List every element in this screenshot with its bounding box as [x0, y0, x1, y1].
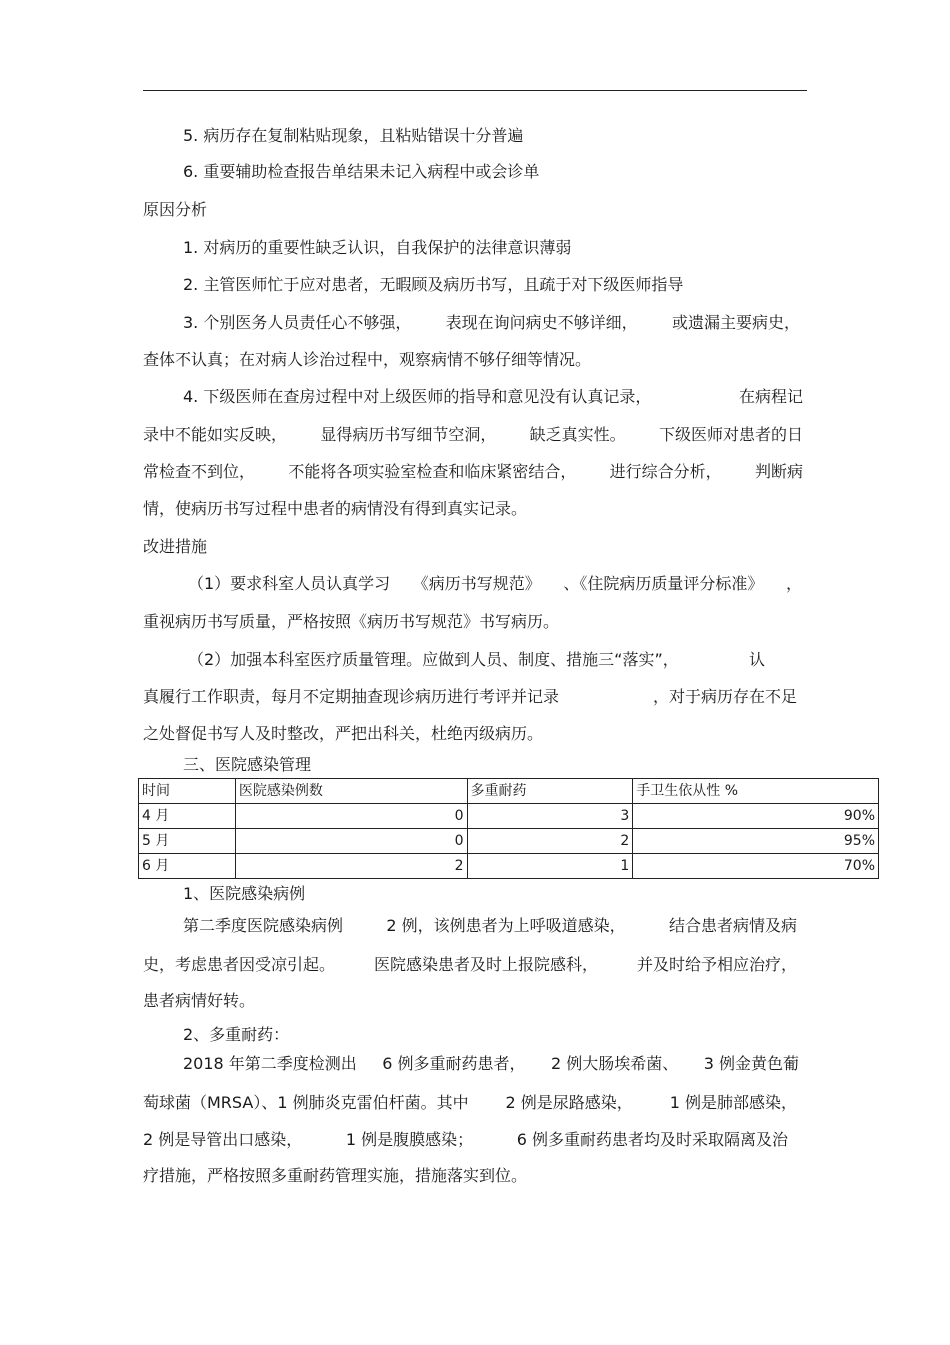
table-cell-mdr-count: 1 — [467, 854, 633, 879]
cause-item-4-line-3: 常检查不到位， 不能将各项实验室检查和临床紧密结合， 进行综合分析， 判断病 — [143, 462, 803, 481]
section-1-line-3: 患者病情好转。 — [143, 991, 256, 1010]
section-2-heading: 2、多重耐药： — [183, 1025, 290, 1044]
cause-item-3-line-2: 查体不认真；在对病人诊治过程中，观察病情不够仔细等情况。 — [143, 350, 592, 369]
measure-2-line-2: 真履行工作职责，每月不定期抽查现诊病历进行考评并记录 ，对于病历存在不足 — [143, 687, 797, 706]
section-1-heading: 1、医院感染病例 — [183, 884, 306, 903]
cause-item-2: 2. 主管医师忙于应对患者，无暇顾及病历书写，且疏于对下级医师指导 — [183, 275, 684, 294]
table-cell-infection-count: 0 — [235, 829, 467, 854]
infection-stats-table — [138, 778, 879, 879]
table-cell-month: 6 月 — [139, 854, 236, 879]
table-cell-hand-hygiene: 95% — [633, 829, 879, 854]
table-cell-infection-count: 2 — [235, 854, 467, 879]
measure-1-line-2: 重视病历书写质量，严格按照《病历书写规范》书写病历。 — [143, 612, 560, 631]
measure-2-line-1: （2）加强本科室医疗质量管理。应做到人员、制度、措施三“落实”， 认 — [188, 650, 765, 669]
table-header-row — [139, 779, 879, 804]
table-header-cell: 多重耐药 — [467, 779, 633, 804]
table-row — [139, 854, 879, 879]
infection-management-heading: 三、医院感染管理 — [183, 755, 312, 774]
table-row — [139, 804, 879, 829]
table-cell-hand-hygiene: 70% — [633, 854, 879, 879]
table-cell-month: 4 月 — [139, 804, 236, 829]
problem-item-5: 5. 病历存在复制粘贴现象，且粘贴错误十分普遍 — [183, 126, 524, 145]
problem-item-6: 6. 重要辅助检查报告单结果未记入病程中或会诊单 — [183, 162, 540, 181]
table-header-cell: 手卫生依从性 % — [633, 779, 879, 804]
section-2-line-1: 2018 年第二季度检测出 6 例多重耐药患者， 2 例大肠埃希菌、 3 例金黄色葡 — [183, 1054, 799, 1073]
section-1-line-2: 史，考虑患者因受凉引起。 医院感染患者及时上报院感科， 并及时给予相应治疗， — [143, 955, 797, 974]
table-header-cell: 医院感染例数 — [235, 779, 467, 804]
table-cell-month: 5 月 — [139, 829, 236, 854]
table-header-cell: 时间 — [139, 779, 236, 804]
cause-item-3-line-1: 3. 个别医务人员责任心不够强， 表现在询问病史不够详细， 或遗漏主要病史， — [183, 313, 800, 332]
cause-item-4-line-2: 录中不能如实反映， 显得病历书写细节空洞， 缺乏真实性。 下级医师对患者的日 — [143, 425, 803, 444]
improvement-heading: 改进措施 — [143, 537, 208, 556]
header-rule — [143, 90, 807, 91]
table-row — [139, 829, 879, 854]
table-cell-mdr-count: 3 — [467, 804, 633, 829]
cause-item-4-line-1: 4. 下级医师在查房过程中对上级医师的指导和意见没有认真记录， 在病程记 — [183, 387, 803, 406]
table-cell-hand-hygiene: 90% — [633, 804, 879, 829]
cause-analysis-heading: 原因分析 — [143, 200, 208, 219]
table-cell-mdr-count: 2 — [467, 829, 633, 854]
measure-1-line-1: （1）要求科室人员认真学习 《病历书写规范》 、《住院病历质量评分标准》 ， — [188, 574, 802, 593]
measure-2-line-3: 之处督促书写人及时整改，严把出科关，杜绝丙级病历。 — [143, 724, 544, 743]
section-1-line-1: 第二季度医院感染病例 2 例，该例患者为上呼吸道感染， 结合患者病情及病 — [183, 916, 797, 935]
cause-item-1: 1. 对病历的重要性缺乏认识，自我保护的法律意识薄弱 — [183, 238, 572, 257]
table-cell-infection-count: 0 — [235, 804, 467, 829]
cause-item-4-line-4: 情，使病历书写过程中患者的病情没有得到真实记录。 — [143, 499, 528, 518]
section-2-line-4: 疗措施，严格按照多重耐药管理实施，措施落实到位。 — [143, 1166, 528, 1185]
section-2-line-3: 2 例是导管出口感染， 1 例是腹膜感染； 6 例多重耐药患者均及时采取隔离及治 — [143, 1130, 788, 1149]
section-2-line-2: 萄球菌（MRSA）、1 例肺炎克雷伯杆菌。其中 2 例是尿路感染， 1 例是肺部感染， — [143, 1093, 797, 1112]
